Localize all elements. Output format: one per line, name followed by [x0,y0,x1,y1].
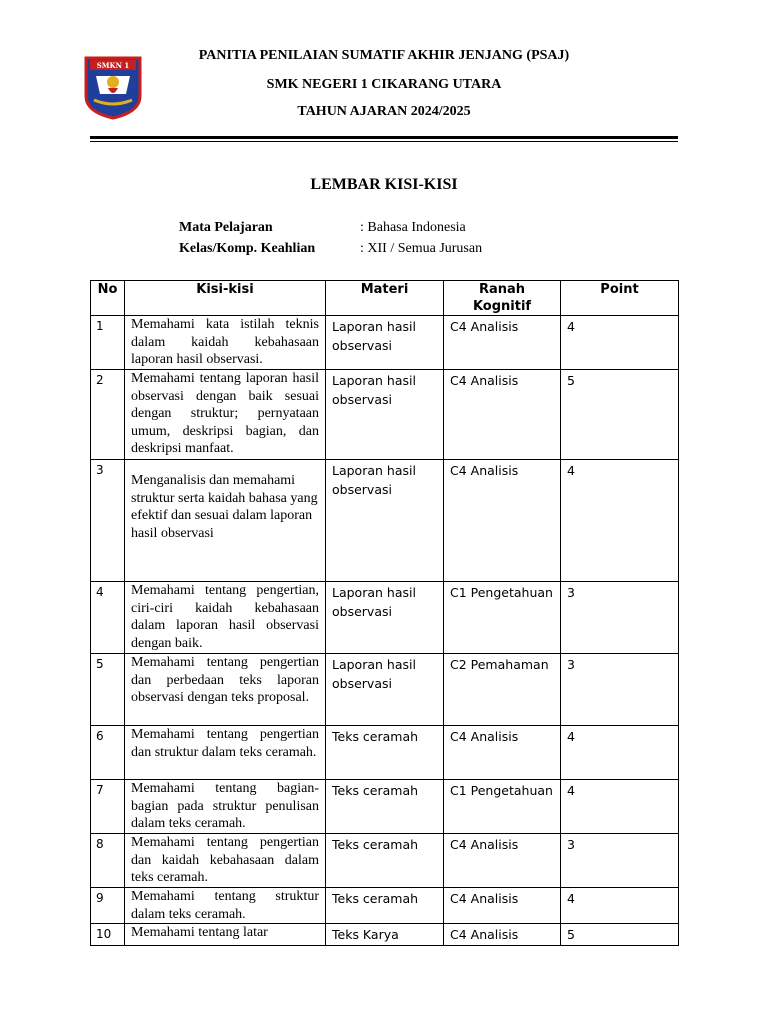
table-row [91,834,679,888]
row-materi: Laporan hasil observasi [326,582,444,654]
row-no: 7 [91,780,125,834]
row-no: 10 [91,924,125,946]
row-kisi: Memahami tentang pengertian dan struktur dalam teks ceramah. [125,726,326,780]
row-kisi: Memahami tentang pengertian, ciri-ciri kaidah kebahasaan dalam laporan hasil observasi dengan baik. [125,582,326,654]
row-no: 4 [91,582,125,654]
header-ranah: Ranah Kognitif [444,281,561,316]
header-no: No [91,281,125,316]
document-title: LEMBAR KISI-KISI [310,176,458,193]
table-row [91,726,679,780]
row-kisi: Memahami tentang pengertian dan perbedaan teks laporan observasi dengan teks proposal. [125,654,326,726]
row-kisi: Memahami tentang laporan hasil observasi dengan baik sesuai dengan struktur; pernyataan umum, deskripsi bagian, dan deskripsi manfaat. [125,370,326,460]
subject-value: : Bahasa Indonesia [360,220,466,235]
row-no: 2 [91,370,125,460]
row-ranah: C1 Pengetahuan [444,780,561,834]
header-school: SMK NEGERI 1 CIKARANG UTARA [266,77,502,92]
row-point: 3 [561,654,679,726]
header-year: TAHUN AJARAN 2024/2025 [297,104,471,119]
table-row [91,370,679,460]
table-row [91,460,679,582]
row-ranah: C4 Analisis [444,370,561,460]
row-point: 4 [561,726,679,780]
row-point: 3 [561,834,679,888]
row-materi: Laporan hasil observasi [326,370,444,460]
table-row [91,888,679,924]
row-point: 3 [561,582,679,654]
class-label: Kelas/Komp. Keahlian [179,241,316,256]
row-point: 4 [561,780,679,834]
row-ranah: C1 Pengetahuan [444,582,561,654]
row-no: 5 [91,654,125,726]
row-no: 3 [91,460,125,582]
row-materi: Laporan hasil observasi [326,460,444,582]
kisi-kisi-table [90,280,679,946]
row-ranah: C4 Analisis [444,316,561,370]
row-ranah: C4 Analisis [444,726,561,780]
row-point: 4 [561,316,679,370]
row-ranah: C4 Analisis [444,924,561,946]
header-point: Point [561,281,679,316]
row-materi: Teks ceramah [326,780,444,834]
table-row [91,582,679,654]
row-no: 9 [91,888,125,924]
header-materi: Materi [326,281,444,316]
header-divider-thin [90,141,678,142]
table-row [91,654,679,726]
row-materi: Teks ceramah [326,834,444,888]
row-ranah: C4 Analisis [444,460,561,582]
row-ranah: C2 Pemahaman [444,654,561,726]
svg-text:SMKN 1: SMKN 1 [96,61,130,70]
row-materi: Teks Karya [326,924,444,946]
table-header-row [91,281,679,316]
table-row [91,780,679,834]
row-materi: Teks ceramah [326,888,444,924]
subject-label: Mata Pelajaran [179,220,273,235]
row-point: 5 [561,370,679,460]
header-divider-thick [90,136,678,139]
table-row [91,316,679,370]
header-committee: PANITIA PENILAIAN SUMATIF AKHIR JENJANG (PSAJ) [198,48,570,63]
table-row [91,924,679,946]
row-kisi: Memahami tentang bagian-bagian pada struktur penulisan dalam teks ceramah. [125,780,326,834]
row-ranah: C4 Analisis [444,888,561,924]
row-ranah: C4 Analisis [444,834,561,888]
row-kisi: Memahami kata istilah teknis dalam kaidah kebahasaan laporan hasil observasi. [125,316,326,370]
class-value: : XII / Semua Jurusan [360,241,483,256]
row-point: 5 [561,924,679,946]
row-no: 1 [91,316,125,370]
row-point: 4 [561,460,679,582]
row-kisi: Memahami tentang struktur dalam teks ceramah. [125,888,326,924]
row-materi: Laporan hasil observasi [326,316,444,370]
row-no: 6 [91,726,125,780]
row-kisi: Memahami tentang pengertian dan kaidah kebahasaan dalam teks ceramah. [125,834,326,888]
header-kisi: Kisi-kisi [125,281,326,316]
row-kisi: Memahami tentang latar [125,924,326,946]
row-point: 4 [561,888,679,924]
row-materi: Teks ceramah [326,726,444,780]
row-kisi: Menganalisis dan memahami struktur serta kaidah bahasa yang efektif dan sesuai dalam laporan hasil observasi [125,460,326,582]
row-materi: Laporan hasil observasi [326,654,444,726]
row-no: 8 [91,834,125,888]
